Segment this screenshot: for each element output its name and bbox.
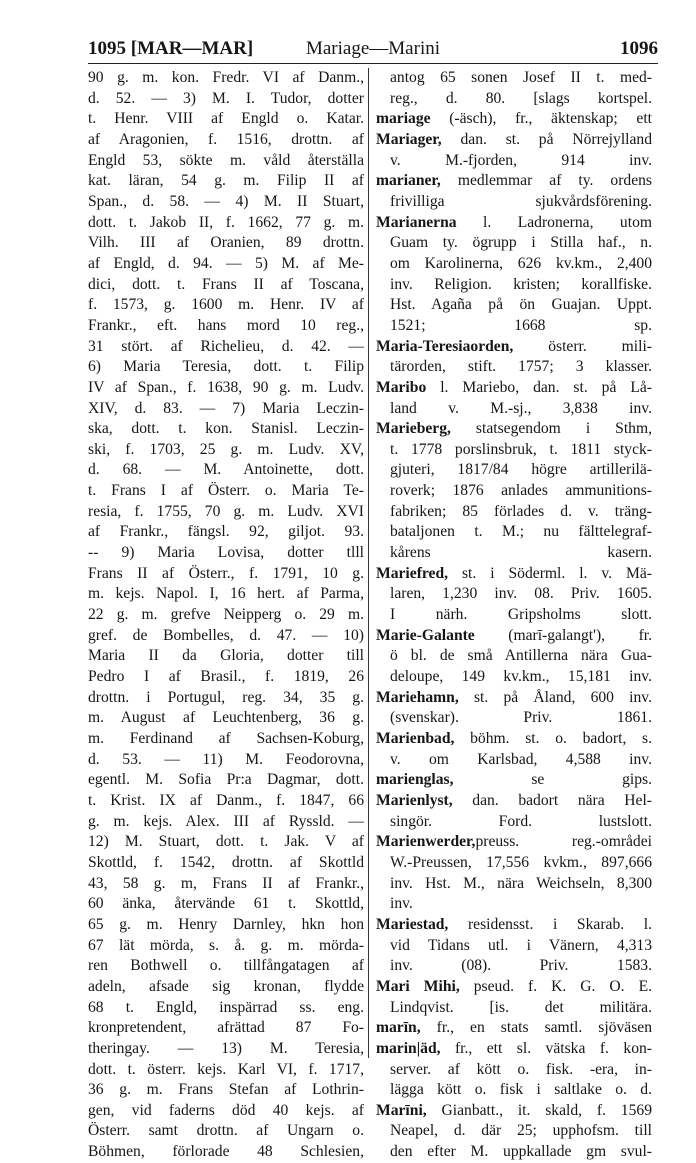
entry-continuation-line <box>376 522 652 543</box>
entry-text: (-äsch), fr., äktenskap; ett <box>430 110 652 128</box>
left-text-line: theringay. — 13) M. Teresia, <box>88 1039 364 1057</box>
entry-text: inv. Religion. kristen; korallfiske. <box>390 275 652 293</box>
left-text-line: 12) M. Stuart, dott. t. Jak. V af <box>88 833 364 851</box>
entry-headword: Mariager, <box>376 130 442 148</box>
entry-continuation-line <box>376 233 652 254</box>
left-text-line: ski, f. 1703, 25 g. m. Ludv. XV, <box>88 440 364 458</box>
entry-text: om Karolinerna, 626 kv.km., 2,400 <box>390 254 652 272</box>
entry-text: laren, 1,230 inv. 08. Priv. 1605. <box>390 585 652 603</box>
entry-continuation-line <box>376 812 652 833</box>
entry-line <box>376 419 652 440</box>
entry-continuation-line <box>376 584 652 605</box>
left-text-line: 31 stört. af Richelieu, d. 42. — <box>88 337 364 355</box>
entry-line <box>376 688 652 709</box>
entry-continuation-line <box>376 543 652 564</box>
entry-continuation-line <box>376 502 652 523</box>
header-page-number: 1096 <box>620 38 658 59</box>
entry-continuation-line <box>376 192 652 213</box>
left-text-line: 65 g. m. Henry Darnley, hkn hon <box>88 915 364 933</box>
entry-text: fr., en stats samtl. sjöväsen <box>420 1019 652 1037</box>
entry-continuation-line <box>376 89 652 110</box>
entry-headword: marianer, <box>376 172 441 190</box>
left-text-line: d. 53. — 11) M. Feodorovna, <box>88 750 364 768</box>
entry-headword: Marīni, <box>376 1101 427 1119</box>
left-text-line: gen, vid faderns död 40 kejs. af <box>88 1101 364 1119</box>
entry-text: v. M.-fjorden, 914 inv. <box>390 151 652 169</box>
left-text-line: t. Frans I af Österr. o. Maria Te- <box>88 482 364 500</box>
entry-headword: Mariefred, <box>376 564 449 582</box>
left-text-line: 67 lät mörda, s. å. g. m. mörda- <box>88 936 364 954</box>
entry-continuation-line <box>376 936 652 957</box>
entry-continuation-line <box>376 998 652 1019</box>
entry-text: fabriken; 85 förlades d. v. träng- <box>390 502 652 520</box>
left-text-line: g. m. kejs. Alex. III af Ryssld. — <box>88 812 364 830</box>
entry-line <box>376 832 652 853</box>
page-header <box>88 36 658 62</box>
left-text-line: 68 t. Engld, inspärrad ss. eng. <box>88 998 364 1016</box>
entry-text: medlemmar af ty. ordens <box>440 172 652 190</box>
left-text-line: Vilh. III af Oranien, 89 drottn. <box>88 234 364 252</box>
entry-text: ö bl. de små Antillerna nära Gua- <box>390 647 652 665</box>
entry-continuation-line <box>376 275 652 296</box>
entry-line <box>376 729 652 750</box>
entry-headword: marīn, <box>376 1019 421 1037</box>
entry-continuation-line <box>376 295 652 316</box>
left-text-line: ren Bothwell o. tillfångatagen af <box>88 957 364 975</box>
entry-continuation-line <box>376 667 652 688</box>
header-left: 1095 [MAR—MAR] <box>88 38 254 59</box>
entry-continuation-line <box>376 440 652 461</box>
left-text-line: resia, f. 1755, 70 g. m. Ludv. XVI <box>88 502 364 520</box>
left-text-line: af Aragonien, f. 1516, drottn. af <box>88 130 364 148</box>
entry-continuation-line <box>376 1121 652 1142</box>
entry-continuation-line <box>376 316 652 337</box>
entry-text: l. Mariebo, dan. st. på Lå- <box>426 378 652 396</box>
left-text-line: Engld 53, sökte m. våld återställa <box>88 151 364 169</box>
entry-continuation-line <box>376 460 652 481</box>
entry-headword: Marienlyst, <box>376 791 453 809</box>
entry-line <box>376 213 652 234</box>
entry-line <box>376 130 652 151</box>
left-text-line: XIV, d. 83. — 7) Maria Leczin- <box>88 399 364 417</box>
entry-headword: Marie-Galante <box>376 626 475 644</box>
entry-text: inv. Hst. M., nära Weichseln, 8,300 <box>390 874 652 892</box>
left-text-line: dott. t. österr. kejs. Karl VI, f. 1717, <box>88 1060 364 1078</box>
left-text-line: af Engld, d. 94. — 5) M. af Me- <box>88 254 364 272</box>
entry-line <box>376 626 652 647</box>
entry-line <box>376 171 652 192</box>
entry-continuation-line <box>376 874 652 895</box>
entry-text: deloupe, 149 kv.km., 15,181 inv. <box>390 668 652 686</box>
left-text-line: ska, dott. t. kon. Stanisl. Leczin- <box>88 420 364 438</box>
entry-text: roverk; 1876 anlades ammunitions- <box>390 482 652 500</box>
entry-text: (svenskar). Priv. 1861. <box>390 709 652 727</box>
entry-text: singör. Ford. lustslott. <box>390 812 652 830</box>
entry-line <box>376 1018 652 1039</box>
entry-continuation-line <box>376 1080 652 1101</box>
entry-text: inv. <box>390 895 413 913</box>
entry-text: t. 1778 porslinsbruk, t. 1811 styck- <box>390 440 652 458</box>
entry-text: lägga kött o. fisk i saltlake o. d. <box>390 1081 652 1099</box>
left-text-line: egentl. M. Sofia Pr:a Dagmar, dott. <box>88 771 364 789</box>
entry-text: dan. badort nära Hel- <box>452 791 652 809</box>
entry-text: frivilliga sjukvårdsförening. <box>390 192 652 210</box>
entry-line <box>376 1101 652 1122</box>
entry-text: residensst. i Skarab. l. <box>448 915 652 933</box>
entry-text: l. Ladronerna, utom <box>456 213 652 231</box>
left-text-line: af Frankr., fängsl. 92, giljot. 93. <box>88 523 364 541</box>
entry-headword: mariage <box>376 110 431 128</box>
entry-text: statsegendom i Sthm, <box>450 420 652 438</box>
entry-text: österr. mili- <box>513 337 652 355</box>
left-text-line: gref. de Bombelles, d. 47. — 10) <box>88 626 364 644</box>
entry-text: Hst. Agaña på ön Guajan. Uppt. <box>390 296 652 314</box>
entry-continuation-line <box>376 399 652 420</box>
entry-text: tärorden, stift. 1757; 3 klasser. <box>390 358 652 376</box>
column-divider <box>368 68 369 1058</box>
entry-text: Neapel, d. där 25; upphofsm. till <box>390 1122 652 1140</box>
left-text-line: Pedro I af Brasil., f. 1819, 26 <box>88 668 364 686</box>
entry-text: pseud. f. K. G. O. E. <box>459 977 653 995</box>
left-text-line: IV af Span., f. 1638, 90 g. m. Ludv. <box>88 378 364 396</box>
left-text-line: Österr. samt drottn. af Ungarn o. <box>88 1122 364 1140</box>
entry-text: 1521; 1668 sp. <box>390 316 652 334</box>
entry-continuation-line <box>376 481 652 502</box>
entry-continuation-line <box>376 68 652 89</box>
left-text-line: kronpretendent, afrättad 87 Fo- <box>88 1019 364 1037</box>
left-text-line: Böhmen, förlorade 48 Schlesien, <box>88 1143 364 1161</box>
entry-continuation-line <box>376 708 652 729</box>
left-text-line: 60 änka, återvände 61 t. Skottld, <box>88 895 364 913</box>
entry-continuation-line <box>376 1142 652 1163</box>
entry-line <box>376 770 652 791</box>
entry-continuation-line <box>376 956 652 977</box>
left-text-line: d. 52. — 3) M. I. Tudor, dotter <box>88 89 364 107</box>
entry-headword: Mariestad, <box>376 915 449 933</box>
entry-text: kårens kasern. <box>390 544 652 562</box>
entry-headword: Marienbad, <box>376 730 455 747</box>
entry-continuation-line <box>376 357 652 378</box>
entry-continuation-line <box>376 894 652 915</box>
left-text-line: m. August af Leuchtenberg, 36 g. <box>88 709 364 727</box>
left-text-line: -- 9) Maria Lovisa, dotter tlll <box>88 544 364 562</box>
entry-headword: Marieberg, <box>376 420 451 438</box>
left-text-line: t. Henr. VIII af Engld o. Katar. <box>88 110 364 128</box>
left-text-line: drottn. i Portugul, reg. 34, 35 g. <box>88 688 364 706</box>
entry-text: bataljonen t. M.; nu fälttelegraf- <box>390 523 652 541</box>
entry-line <box>376 564 652 585</box>
left-text-line: dici, dott. t. Frans II af Toscana, <box>88 275 364 293</box>
entry-text: antog 65 sonen Josef II t. med- <box>390 69 652 86</box>
entry-continuation-line <box>376 151 652 172</box>
entry-text: land v. M.-sj., 3,838 inv. <box>390 399 652 417</box>
entry-headword: Marianerna <box>376 213 457 231</box>
header-rule <box>88 63 658 64</box>
entry-headword: Mariehamn, <box>376 688 459 706</box>
right-column <box>376 68 652 1163</box>
entry-continuation-line <box>376 605 652 626</box>
entry-text: I närh. Gripsholms slott. <box>390 606 652 624</box>
entry-line <box>376 915 652 936</box>
entry-text: dan. st. på Nörrejylland <box>441 130 652 148</box>
entry-headword: Maribo <box>376 378 427 396</box>
entry-text: reg., d. 80. [slags kortspel. <box>390 89 652 107</box>
entry-text: gjuteri, 1817/84 högre artillerilä- <box>390 461 652 479</box>
left-text-line: 90 g. m. kon. Fredr. VI af Danm., <box>88 69 364 86</box>
header-center: Mariage—Marini <box>305 38 440 59</box>
entry-text: v. om Karlsbad, 4,588 inv. <box>390 750 652 768</box>
entry-line <box>376 977 652 998</box>
left-text-line: t. Krist. IX af Danm., f. 1847, 66 <box>88 791 364 809</box>
left-text-line: Skottld, f. 1542, drottn. af Skottld <box>88 853 364 871</box>
left-text-line: Maria II da Gloria, dotter till <box>88 647 364 665</box>
entry-headword: Marienwerder, <box>376 833 476 851</box>
entry-text: inv. (08). Priv. 1583. <box>390 957 652 975</box>
entry-text: Lindqvist. [is. det militära. <box>390 998 652 1016</box>
entry-text: fr., ett sl. vätska f. kon- <box>440 1039 652 1057</box>
left-text-line: kat. läran, 54 g. m. Filip II af <box>88 172 364 190</box>
entry-text: Gianbatt., it. skald, f. 1569 <box>426 1101 652 1119</box>
entry-headword: Maria-Teresiaorden, <box>376 337 514 355</box>
left-text-line: f. 1573, g. 1600 m. Henr. IV af <box>88 296 364 314</box>
entry-line <box>376 378 652 399</box>
entry-continuation-line <box>376 750 652 771</box>
left-text-line: d. 68. — M. Antoinette, dott. <box>88 461 364 479</box>
left-text-line: 43, 58 g. m, Frans II af Frankr., <box>88 874 364 892</box>
left-text-line: Frankr., eft. hans mord 10 reg., <box>88 316 364 334</box>
left-text-line: dott. t. Jakob II, f. 1662, 77 g. m. <box>88 213 364 231</box>
entry-text: (marī-galangt'), fr. <box>474 626 652 644</box>
entry-headword: marienglas, <box>376 771 454 789</box>
entry-text: st. på Åland, 600 inv. <box>458 688 652 706</box>
entry-line <box>376 337 652 358</box>
entry-line <box>376 1039 652 1060</box>
left-text-line: Span., d. 58. — 4) M. II Stuart, <box>88 192 364 210</box>
left-text-line: 6) Maria Teresia, dott. t. Filip <box>88 358 364 376</box>
entry-text: st. i Söderml. l. v. Mä- <box>448 564 652 582</box>
left-column <box>88 68 364 1163</box>
entry-continuation-line <box>376 1060 652 1081</box>
entry-headword: marin|äd, <box>376 1039 441 1057</box>
entry-line <box>376 109 652 130</box>
left-text-line: adeln, afsade sig kronan, flydde <box>88 977 364 995</box>
entry-continuation-line <box>376 853 652 874</box>
entry-line <box>376 791 652 812</box>
entry-text: se gips. <box>453 771 652 789</box>
entry-continuation-line <box>376 254 652 275</box>
left-text-line: m. Ferdinand af Sachsen-Koburg, <box>88 730 364 747</box>
entry-text: den efter M. uppkallade gm svul- <box>390 1143 652 1161</box>
left-text-line: Frans II af Österr., f. 1791, 10 g. <box>88 564 364 582</box>
entry-text: server. af kött o. fisk. -era, in- <box>390 1060 652 1078</box>
entry-text: böhm. st. o. badort, s. <box>454 730 652 747</box>
entry-continuation-line <box>376 646 652 667</box>
entry-text: vid Tidans utl. i Vänern, 4,313 <box>390 936 652 954</box>
left-text-line: 36 g. m. Frans Stefan af Lothrin- <box>88 1081 364 1099</box>
left-text-line: m. kejs. Napol. I, 16 hert. af Parma, <box>88 585 364 603</box>
entry-headword: Mari Mihi, <box>376 977 460 995</box>
entry-text: W.-Preussen, 17,556 kvkm., 897,666 <box>390 853 652 871</box>
entry-text: preuss. reg.-områdei <box>475 833 652 851</box>
left-text-line: 22 g. m. grefve Neipperg o. 29 m. <box>88 606 364 624</box>
entry-text: Guam ty. ögrupp i Stilla haf., n. <box>390 234 652 252</box>
